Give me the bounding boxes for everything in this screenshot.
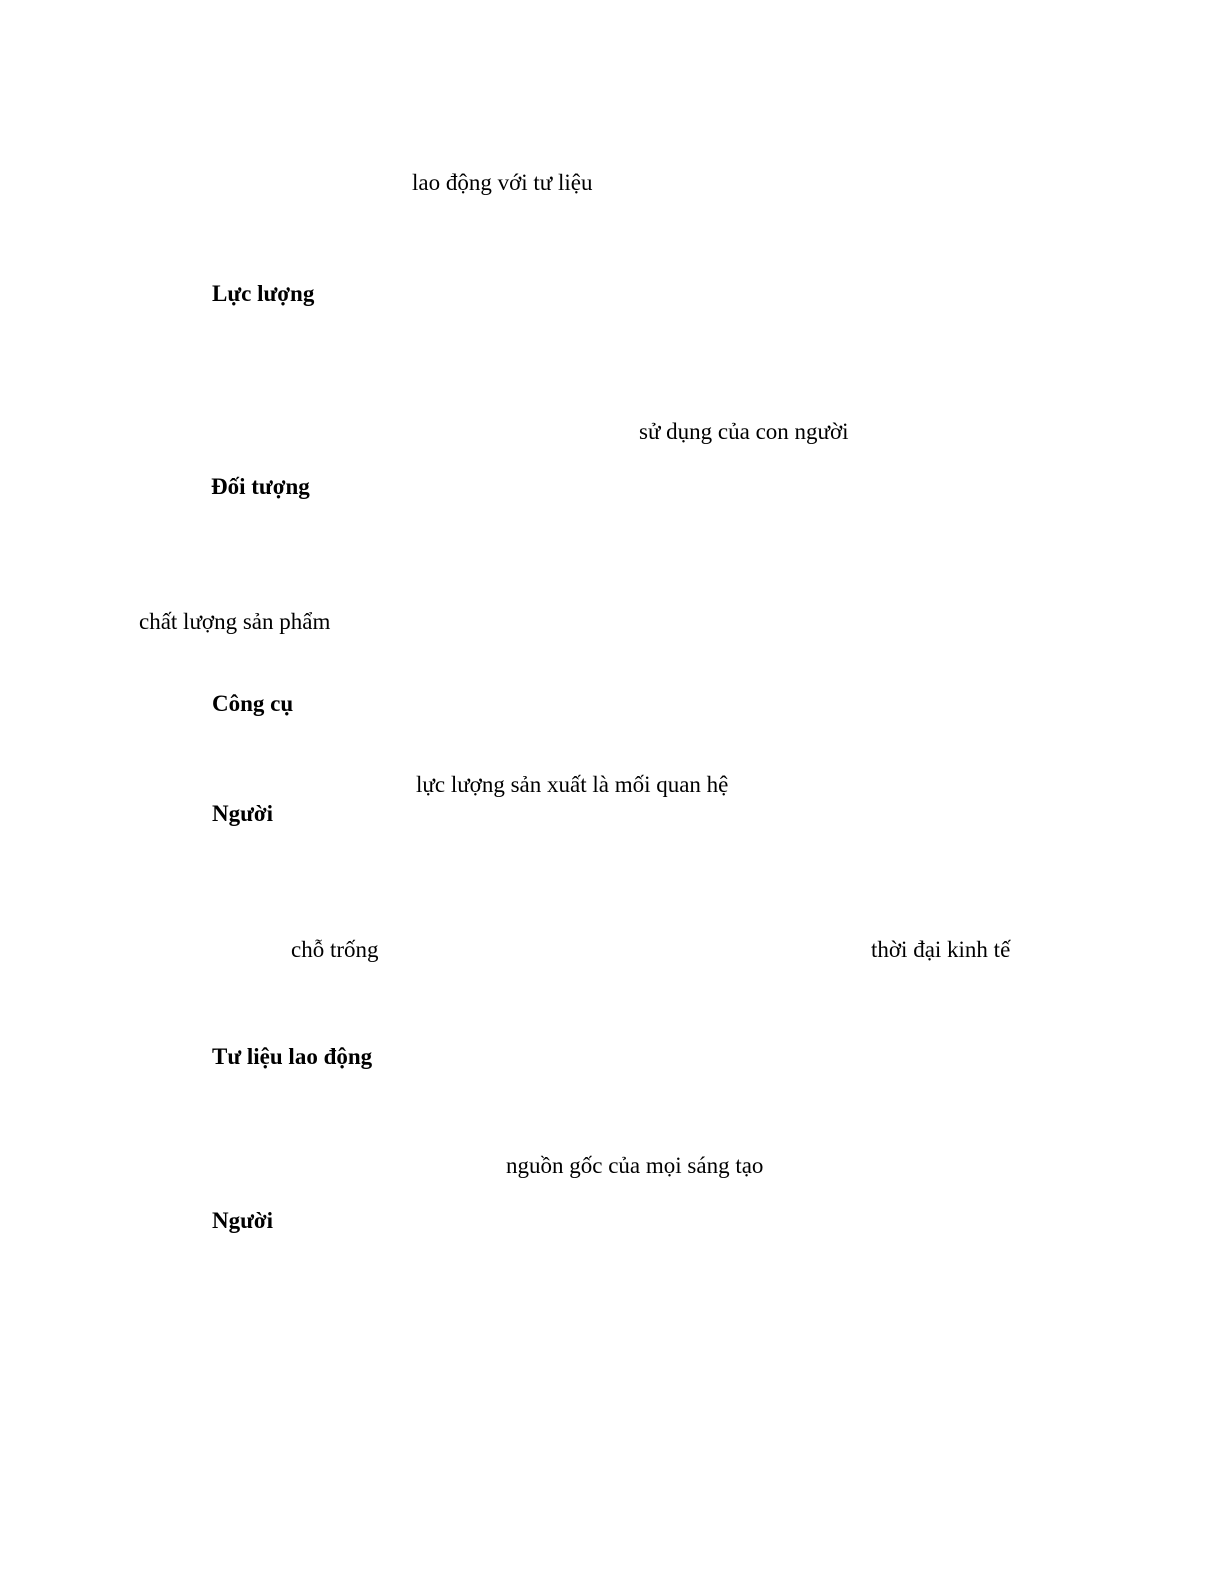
text-fragment-heading: Công cụ — [212, 691, 294, 716]
text-fragment: chất lượng sản phẩm — [139, 609, 331, 634]
text-fragment-heading: Tư liệu lao động — [212, 1044, 373, 1069]
text-fragment-heading: Người — [212, 1208, 274, 1233]
text-fragment: nguồn gốc của mọi sáng tạo — [506, 1153, 764, 1178]
text-fragment: chỗ trống — [291, 937, 379, 962]
text-fragment: sử dụng của con người — [639, 419, 849, 444]
text-fragment: thời đại kinh tế — [871, 937, 1011, 962]
text-fragment-heading: Người — [212, 801, 274, 826]
text-fragment-heading: Lực lượng — [212, 281, 315, 306]
text-fragment-heading: Đối tượng — [211, 474, 310, 499]
text-fragment: lực lượng sản xuất là mối quan hệ — [416, 772, 729, 797]
text-fragment: lao động với tư liệu — [412, 170, 593, 195]
